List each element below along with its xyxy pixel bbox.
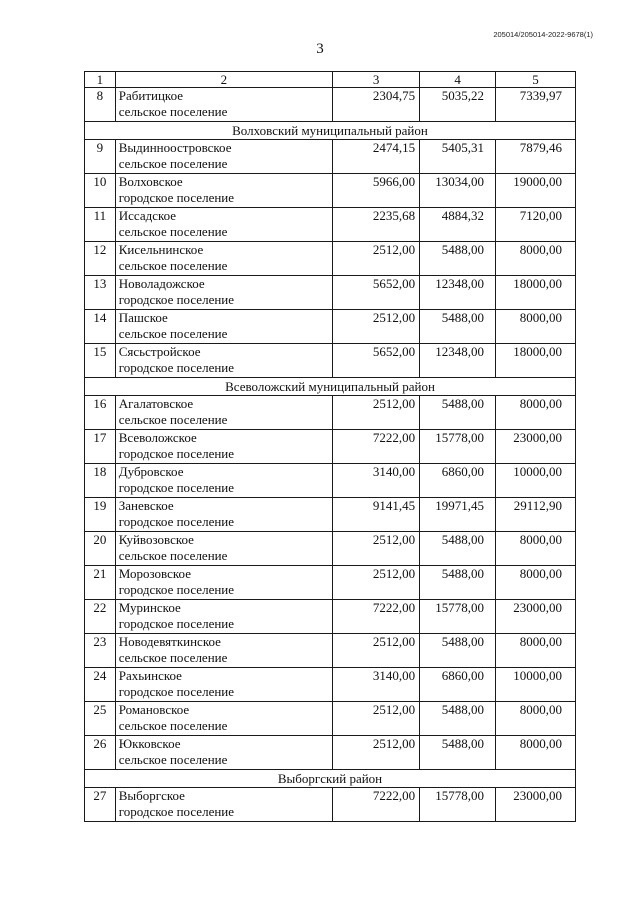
settlement-type: городское поселение	[118, 514, 235, 530]
value-column-4: 15778,00	[420, 430, 496, 464]
value-column-5: 8000,00	[496, 702, 576, 736]
table-row	[85, 464, 576, 498]
value-column-3: 2512,00	[333, 634, 420, 668]
settlement-name-cell	[115, 396, 332, 430]
value-column-3: 2512,00	[333, 310, 420, 344]
settlement-name-cell	[115, 208, 332, 242]
settlement-name: Муринское	[118, 600, 181, 615]
value-column-4: 6860,00	[420, 464, 496, 498]
settlement-name: Заневское	[118, 498, 174, 513]
column-header-4: 4	[420, 72, 496, 88]
settlement-name-cell	[115, 668, 332, 702]
row-number: 18	[85, 464, 116, 498]
value-column-4: 5405,31	[420, 140, 496, 174]
row-number: 19	[85, 498, 116, 532]
value-column-3: 5966,00	[333, 174, 420, 208]
settlement-type: городское поселение	[118, 684, 235, 700]
value-column-5: 19000,00	[496, 174, 576, 208]
value-column-4: 5488,00	[420, 634, 496, 668]
row-number: 12	[85, 242, 116, 276]
table-row	[85, 88, 576, 122]
settlement-name-cell	[115, 242, 332, 276]
table-row	[85, 310, 576, 344]
settlement-name-cell	[115, 140, 332, 174]
table-row	[85, 396, 576, 430]
settlement-name-cell	[115, 566, 332, 600]
value-column-3: 7222,00	[333, 430, 420, 464]
settlement-name: Сясьстройское	[118, 344, 201, 359]
table-row	[85, 344, 576, 378]
value-column-4: 13034,00	[420, 174, 496, 208]
settlement-type: сельское поселение	[118, 718, 228, 734]
value-column-4: 5488,00	[420, 532, 496, 566]
value-column-5: 8000,00	[496, 396, 576, 430]
settlement-type: городское поселение	[118, 190, 235, 206]
settlement-name: Выборгское	[118, 788, 185, 803]
value-column-3: 2512,00	[333, 532, 420, 566]
section-title: Волховский муниципальный район	[85, 122, 576, 140]
document-id: 205014/205014-2022-9678(1)	[493, 30, 593, 39]
section-title: Выборгский район	[85, 770, 576, 788]
settlement-type: городское поселение	[118, 616, 235, 632]
settlement-name: Выдинноостровское	[118, 140, 232, 155]
settlement-type: сельское поселение	[118, 752, 228, 768]
page-number: 3	[316, 41, 324, 57]
column-header-1: 1	[85, 72, 116, 88]
table-row	[85, 788, 576, 822]
value-column-4: 12348,00	[420, 344, 496, 378]
section-header-row	[85, 122, 576, 140]
settlement-name-cell	[115, 344, 332, 378]
settlement-name: Агалатовское	[118, 396, 194, 411]
row-number: 24	[85, 668, 116, 702]
row-number: 13	[85, 276, 116, 310]
value-column-3: 2512,00	[333, 242, 420, 276]
row-number: 10	[85, 174, 116, 208]
row-number: 25	[85, 702, 116, 736]
settlement-type: сельское поселение	[118, 326, 228, 342]
row-number: 11	[85, 208, 116, 242]
settlement-name: Романовское	[118, 702, 190, 717]
table-row	[85, 736, 576, 770]
value-column-5: 23000,00	[496, 430, 576, 464]
settlement-type: городское поселение	[118, 360, 235, 376]
table-row	[85, 174, 576, 208]
settlement-type: городское поселение	[118, 582, 235, 598]
value-column-3: 2512,00	[333, 566, 420, 600]
value-column-5: 8000,00	[496, 310, 576, 344]
value-column-4: 15778,00	[420, 788, 496, 822]
value-column-4: 5488,00	[420, 310, 496, 344]
value-column-5: 8000,00	[496, 566, 576, 600]
column-header-3: 3	[333, 72, 420, 88]
settlement-name-cell	[115, 702, 332, 736]
value-column-4: 5488,00	[420, 396, 496, 430]
value-column-5: 8000,00	[496, 242, 576, 276]
row-number: 15	[85, 344, 116, 378]
column-header-2: 2	[115, 72, 332, 88]
settlement-name-cell	[115, 310, 332, 344]
value-column-5: 10000,00	[496, 668, 576, 702]
row-number: 26	[85, 736, 116, 770]
settlement-type: сельское поселение	[118, 104, 228, 120]
settlement-name-cell	[115, 464, 332, 498]
settlement-name: Волховское	[118, 174, 183, 189]
table-row	[85, 702, 576, 736]
table-body	[85, 72, 576, 822]
table-row	[85, 140, 576, 174]
settlement-type: городское поселение	[118, 804, 235, 820]
value-column-5: 23000,00	[496, 788, 576, 822]
value-column-5: 8000,00	[496, 736, 576, 770]
table-row	[85, 668, 576, 702]
value-column-5: 10000,00	[496, 464, 576, 498]
settlement-name-cell	[115, 532, 332, 566]
settlement-name-cell	[115, 88, 332, 122]
settlement-type: сельское поселение	[118, 650, 228, 666]
settlement-name: Дубровское	[118, 464, 184, 479]
value-column-4: 5035,22	[420, 88, 496, 122]
value-column-4: 5488,00	[420, 242, 496, 276]
settlement-type: городское поселение	[118, 480, 235, 496]
value-column-4: 6860,00	[420, 668, 496, 702]
settlement-name-cell	[115, 276, 332, 310]
value-column-3: 2512,00	[333, 702, 420, 736]
value-column-3: 2235,68	[333, 208, 420, 242]
table-row	[85, 566, 576, 600]
settlement-name: Всеволожское	[118, 430, 197, 445]
settlement-name: Новодевяткинское	[118, 634, 221, 649]
table-row	[85, 276, 576, 310]
settlement-type: городское поселение	[118, 446, 235, 462]
value-column-4: 5488,00	[420, 566, 496, 600]
settlement-name: Пашское	[118, 310, 168, 325]
value-column-3: 7222,00	[333, 788, 420, 822]
value-column-5: 7339,97	[496, 88, 576, 122]
value-column-5: 8000,00	[496, 532, 576, 566]
value-column-5: 7120,00	[496, 208, 576, 242]
settlement-name-cell	[115, 788, 332, 822]
column-header-5: 5	[496, 72, 576, 88]
value-column-3: 5652,00	[333, 344, 420, 378]
table-row	[85, 242, 576, 276]
table-row	[85, 430, 576, 464]
value-column-4: 5488,00	[420, 702, 496, 736]
value-column-3: 3140,00	[333, 464, 420, 498]
settlement-type: сельское поселение	[118, 156, 228, 172]
value-column-4: 15778,00	[420, 600, 496, 634]
settlement-type: городское поселение	[118, 292, 235, 308]
section-title: Всеволожский муниципальный район	[85, 378, 576, 396]
row-number: 20	[85, 532, 116, 566]
table-row	[85, 498, 576, 532]
row-number: 8	[85, 88, 116, 122]
value-column-3: 9141,45	[333, 498, 420, 532]
section-header-row	[85, 378, 576, 396]
row-number: 23	[85, 634, 116, 668]
value-column-4: 12348,00	[420, 276, 496, 310]
value-column-5: 18000,00	[496, 276, 576, 310]
value-column-5: 8000,00	[496, 634, 576, 668]
row-number: 17	[85, 430, 116, 464]
settlement-name-cell	[115, 498, 332, 532]
settlement-name-cell	[115, 430, 332, 464]
settlement-name: Иссадское	[118, 208, 177, 223]
settlement-name: Кисельнинское	[118, 242, 204, 257]
settlements-table	[84, 71, 576, 822]
settlement-name-cell	[115, 736, 332, 770]
row-number: 16	[85, 396, 116, 430]
value-column-5: 23000,00	[496, 600, 576, 634]
value-column-4: 4884,32	[420, 208, 496, 242]
value-column-3: 2512,00	[333, 736, 420, 770]
settlement-name: Юкковское	[118, 736, 181, 751]
value-column-5: 7879,46	[496, 140, 576, 174]
table-row	[85, 208, 576, 242]
table-row	[85, 532, 576, 566]
value-column-3: 3140,00	[333, 668, 420, 702]
settlement-type: сельское поселение	[118, 548, 228, 564]
value-column-4: 5488,00	[420, 736, 496, 770]
table-row	[85, 634, 576, 668]
settlement-type: сельское поселение	[118, 258, 228, 274]
row-number: 9	[85, 140, 116, 174]
row-number: 22	[85, 600, 116, 634]
settlement-name: Куйвозовское	[118, 532, 194, 547]
row-number: 21	[85, 566, 116, 600]
table-header-row	[85, 72, 576, 88]
settlement-type: сельское поселение	[118, 412, 228, 428]
value-column-3: 7222,00	[333, 600, 420, 634]
row-number: 14	[85, 310, 116, 344]
section-header-row	[85, 770, 576, 788]
settlement-name-cell	[115, 634, 332, 668]
row-number: 27	[85, 788, 116, 822]
value-column-3: 2512,00	[333, 396, 420, 430]
value-column-3: 2304,75	[333, 88, 420, 122]
value-column-5: 29112,90	[496, 498, 576, 532]
settlement-type: сельское поселение	[118, 224, 228, 240]
settlement-name: Рахьинское	[118, 668, 182, 683]
value-column-3: 5652,00	[333, 276, 420, 310]
settlement-name-cell	[115, 600, 332, 634]
settlement-name: Рабитицкое	[118, 88, 184, 103]
settlement-name-cell	[115, 174, 332, 208]
value-column-4: 19971,45	[420, 498, 496, 532]
settlement-name: Новоладожское	[118, 276, 205, 291]
value-column-5: 18000,00	[496, 344, 576, 378]
settlement-name: Морозовское	[118, 566, 191, 581]
value-column-3: 2474,15	[333, 140, 420, 174]
table-row	[85, 600, 576, 634]
